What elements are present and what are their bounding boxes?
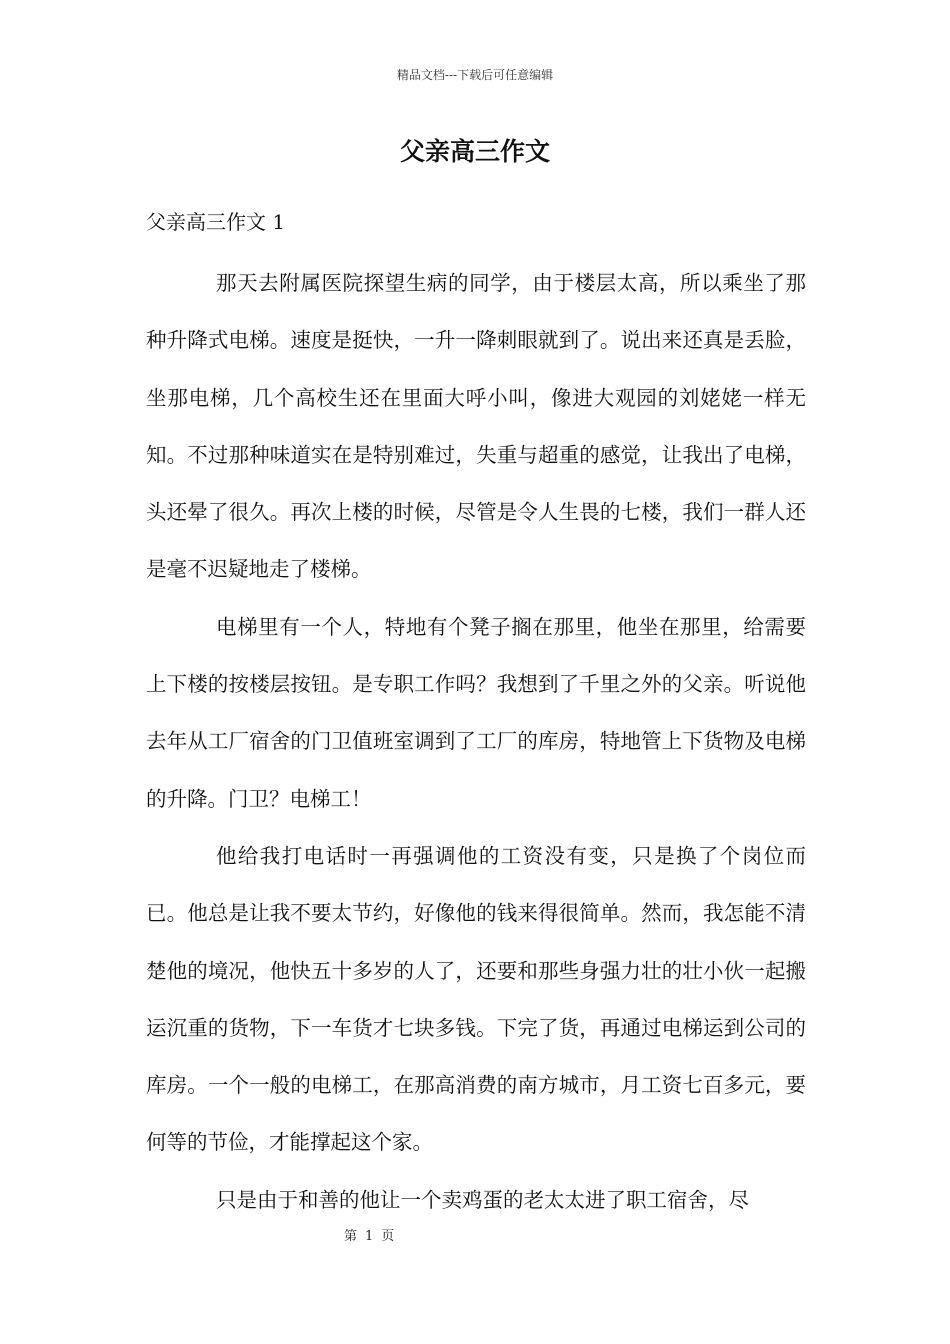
paragraph-3: 他给我打电话时一再强调他的工资没有变，只是换了个岗位而已。他总是让我不要太节约，好像他的钱来得很简单。然而，我怎能不清楚他的境况，他快五十多岁的人了，还要和那些身强力壮的壮小伙一起搬运沉重的货物，下一车货才七块多钱。下完了货，再通过电梯运到公司的库房。一个一般的电梯工，在那高消费的南方城市，月工资七百多元，要何等的节俭，才能撑起这个家。 bbox=[146, 843, 806, 1155]
page-footer bbox=[340, 1227, 398, 1247]
paragraph-4: 只是由于和善的他让一个卖鸡蛋的老太太进了职工宿舍，尽 bbox=[216, 1187, 749, 1212]
paragraph-2: 电梯里有一个人，特地有个凳子搁在那里，他坐在那里，给需要上下楼的按楼层按钮。是专职工作吗？我想到了千里之外的父亲。听说他去年从工厂宿舍的门卫值班室调到了工厂的库房，特地管上下货物及电梯的升降。门卫？电梯工！ bbox=[146, 614, 806, 811]
paragraph-1: 那天去附属医院探望生病的同学，由于楼层太高，所以乘坐了那种升降式电梯。速度是挺快，一升一降刺眼就到了。说出来还真是丢脸，坐那电梯，几个高校生还在里面大呼小叫，像进大观园的刘姥姥一样无知。不过那种味道实在是特别难过，失重与超重的感觉，让我出了电梯，头还晕了很久。再次上楼的时候，尽管是令人生畏的七楼，我们一群人还是毫不迟疑地走了楼梯。 bbox=[146, 271, 806, 582]
page-number: 1 bbox=[365, 1229, 374, 1244]
page-number-suffix: 页 bbox=[381, 1229, 395, 1244]
page-header: 精品文档---下载后可任意编辑 bbox=[396, 68, 554, 82]
document-title: 父亲高三作文 bbox=[399, 137, 550, 166]
document-subtitle: 父亲高三作文 1 bbox=[146, 210, 286, 234]
page-number-prefix: 第 bbox=[344, 1229, 358, 1244]
document-body bbox=[146, 255, 806, 1229]
